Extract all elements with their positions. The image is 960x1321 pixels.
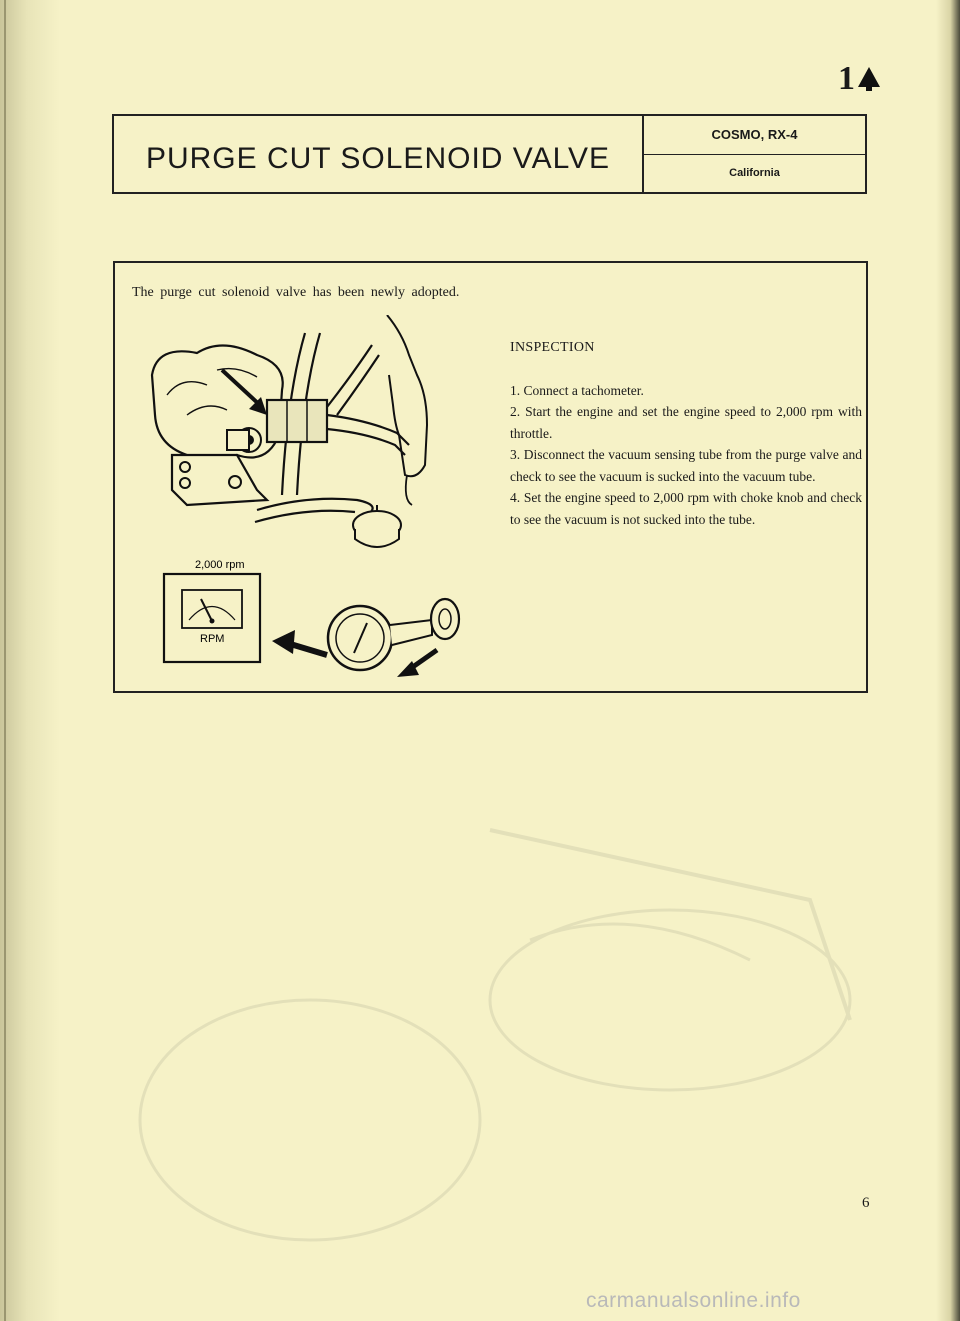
- header-box: [112, 114, 867, 194]
- content-box: [113, 261, 868, 693]
- inspection-steps: [510, 380, 862, 531]
- page-binding-edge: [4, 0, 6, 1321]
- bleed-through-illustration: [110, 700, 870, 1260]
- tachometer-reading: 2,000 rpm: [195, 559, 245, 571]
- page-right-edge: [936, 0, 960, 1321]
- inspection-step: 2. Start the engine and set the engine speed to 2,000 rpm with throttle.: [510, 404, 862, 441]
- section-marker-icon: [857, 66, 881, 92]
- header-meta: [644, 116, 865, 192]
- region-label: California: [729, 167, 780, 180]
- tachometer-label: RPM: [200, 633, 225, 645]
- inspection-step: 3. Disconnect the vacuum sensing tube from the purge valve and check to see the vacuum is sucked into the vacuum tube.: [510, 447, 862, 484]
- inspection-step: 1. Connect a tachometer.: [510, 382, 644, 398]
- page-number: 6: [862, 1195, 870, 1211]
- inspection-section: [510, 337, 862, 530]
- page-title: PURGE CUT SOLENOID VALVE: [114, 116, 644, 192]
- section-number: 1: [838, 60, 881, 98]
- model-label: COSMO, RX-4: [644, 116, 865, 155]
- page-binding-shadow: [0, 0, 60, 1321]
- watermark-text: carmanualsonline.info: [586, 1289, 801, 1312]
- inspection-heading: INSPECTION: [510, 340, 595, 355]
- valve-illustration: [127, 315, 497, 685]
- inspection-step: 4. Set the engine speed to 2,000 rpm with choke knob and check to see the vacuum is not sucked into the tube.: [510, 490, 862, 527]
- intro-text: The purge cut solenoid valve has been newly adopted.: [132, 285, 460, 300]
